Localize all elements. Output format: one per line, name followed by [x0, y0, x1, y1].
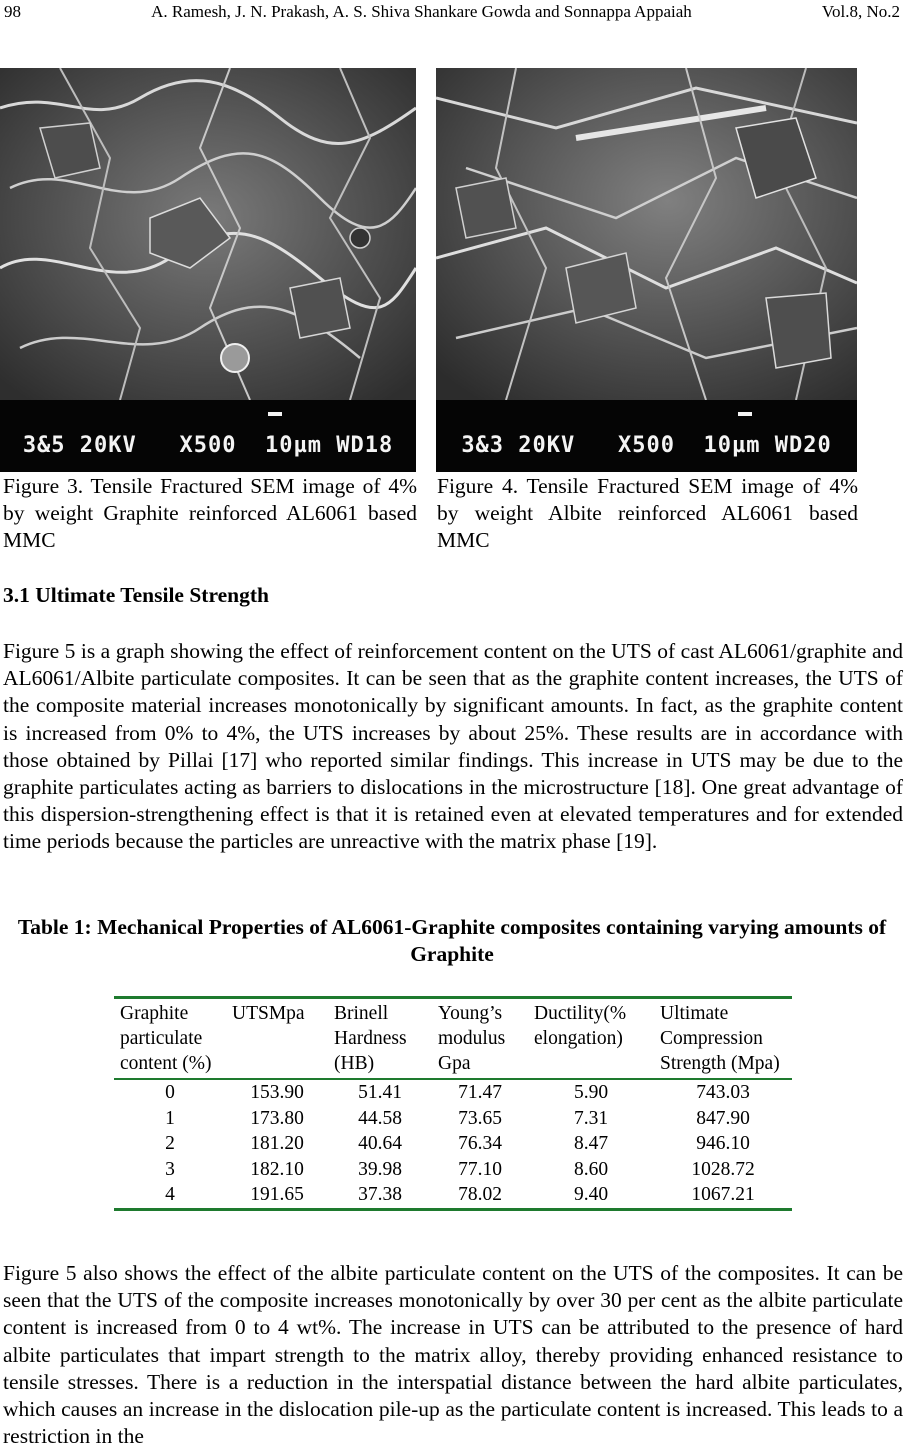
table-cell: 71.47: [458, 1082, 502, 1103]
table-cell: 181.20: [250, 1133, 304, 1154]
column-header: Graphite particulate content (%): [114, 999, 226, 1079]
table-cell: 3: [165, 1158, 175, 1180]
page-number: 98: [4, 2, 21, 21]
body-paragraph: Figure 5 is a graph showing the effect of reinforcement content on the UTS of cast AL6061/graphite and AL6061/Albite particulate composites. It can be seen that as the graphite content increases, the UTS of the composite material increases monotonically by significant amounts. In fact, as the graphite content is increased from 0% to 4%, the UTS increases by about 25%. These results are in accordance with those obtained by Pillai [17] who reported similar findings. This increase in UTS may be due to the graphite particulates acting as barriers to dislocations in the microstructure [18]. One great advantage of this dispersion-strengthening effect is that it is retained even at elevated temperatures and for extended time periods because the particles are unreactive with the matrix phase [19].: [3, 639, 903, 854]
table-cell: 191.65: [250, 1184, 304, 1205]
table-cell: 39.98: [358, 1158, 402, 1180]
author-line: A. Ramesh, J. N. Prakash, A. S. Shiva Shankare Gowda and Sonnappa Appaiah: [151, 2, 692, 21]
table-cell: 73.65: [458, 1107, 502, 1129]
table-cell: 0: [165, 1082, 175, 1103]
scale-bar-mark: [268, 412, 282, 416]
table-cell: 153.90: [250, 1082, 304, 1103]
running-head: [4, 2, 900, 26]
table-cell: 2: [165, 1133, 175, 1154]
table-cell: 847.90: [696, 1107, 750, 1129]
figure-4-sem-image: [436, 68, 857, 472]
table-cell: 173.80: [250, 1107, 304, 1129]
table-cell: 37.38: [358, 1184, 402, 1205]
sem-info-bar: [436, 400, 857, 472]
table-row: [114, 1079, 792, 1106]
table-cell: 40.64: [358, 1133, 402, 1154]
sem-info-text: 3&5 20KV X500 10µm WD18: [22, 433, 394, 458]
sem-info-bar: [0, 400, 416, 472]
table-cell: 4: [165, 1184, 175, 1205]
table-row: [114, 1157, 792, 1183]
column-header: Young’s modulus Gpa: [432, 999, 528, 1079]
column-header: Ductility(% elongation): [528, 999, 654, 1079]
section-heading: 3.1 Ultimate Tensile Strength: [3, 583, 269, 607]
sem-info-text: 3&3 20KV X500 10µm WD20: [461, 433, 832, 458]
table-cell: 51.41: [358, 1082, 402, 1103]
body-paragraph: Figure 5 also shows the effect of the albite particulate content on the UTS of the composites. It can be seen that the UTS of the composite increases monotonically by over 30 per cent as the albite particulate content is increased from 0 to 4 wt%. The increase in UTS can be attributed to the presence of hard albite particulates that impart strength to the matrix alloy, thereby providing enhanced resistance to tensile stresses. There is a reduction in the interspatial distance between the hard albite particulates, which causes an increase in the dislocation pile-up as the particulate content is increased. This leads to a restriction in the: [3, 1261, 903, 1449]
table-cell: 76.34: [458, 1133, 502, 1154]
table-row: [114, 1106, 792, 1132]
table-cell: 1: [165, 1107, 175, 1129]
column-header: Brinell Hardness (HB): [328, 999, 432, 1079]
table-cell: 7.31: [573, 1107, 609, 1129]
table-caption: Table 1: Mechanical Properties of AL6061-Graphite composites containing varying amounts of Graphite: [17, 915, 887, 966]
table-cell: 5.90: [573, 1082, 609, 1103]
table-cell: 77.10: [458, 1158, 502, 1180]
properties-table: [114, 996, 792, 1211]
table-cell: 78.02: [458, 1184, 502, 1205]
figure-4-caption: Figure 4. Tensile Fractured SEM image of 4% by weight Albite reinforced AL6061 based MMC: [437, 474, 858, 552]
table-header-row: [114, 999, 792, 1079]
table-cell: 9.40: [573, 1184, 609, 1205]
sem-micrograph-graphite: [0, 68, 416, 400]
figure-3-caption: Figure 3. Tensile Fractured SEM image of 4% by weight Graphite reinforced AL6061 based MMC: [3, 474, 417, 552]
table-cell: 946.10: [696, 1133, 750, 1154]
table-cell: 182.10: [250, 1158, 304, 1180]
table-row: [114, 1131, 792, 1157]
table-cell: 1067.21: [691, 1184, 755, 1205]
scale-bar-mark: [738, 412, 752, 416]
sem-micrograph-albite: [436, 68, 857, 400]
column-header: Ultimate Compression Strength (Mpa): [654, 999, 792, 1079]
table-cell: 44.58: [358, 1107, 402, 1129]
volume-info: Vol.8, No.2: [821, 2, 900, 21]
column-header: UTSMpa: [226, 999, 328, 1079]
table-cell: 8.47: [573, 1133, 609, 1154]
table-cell: 1028.72: [691, 1158, 755, 1180]
table-row: [114, 1182, 792, 1208]
table-cell: 8.60: [573, 1158, 609, 1180]
table-cell: 743.03: [696, 1082, 750, 1103]
figure-3-sem-image: [0, 68, 416, 472]
